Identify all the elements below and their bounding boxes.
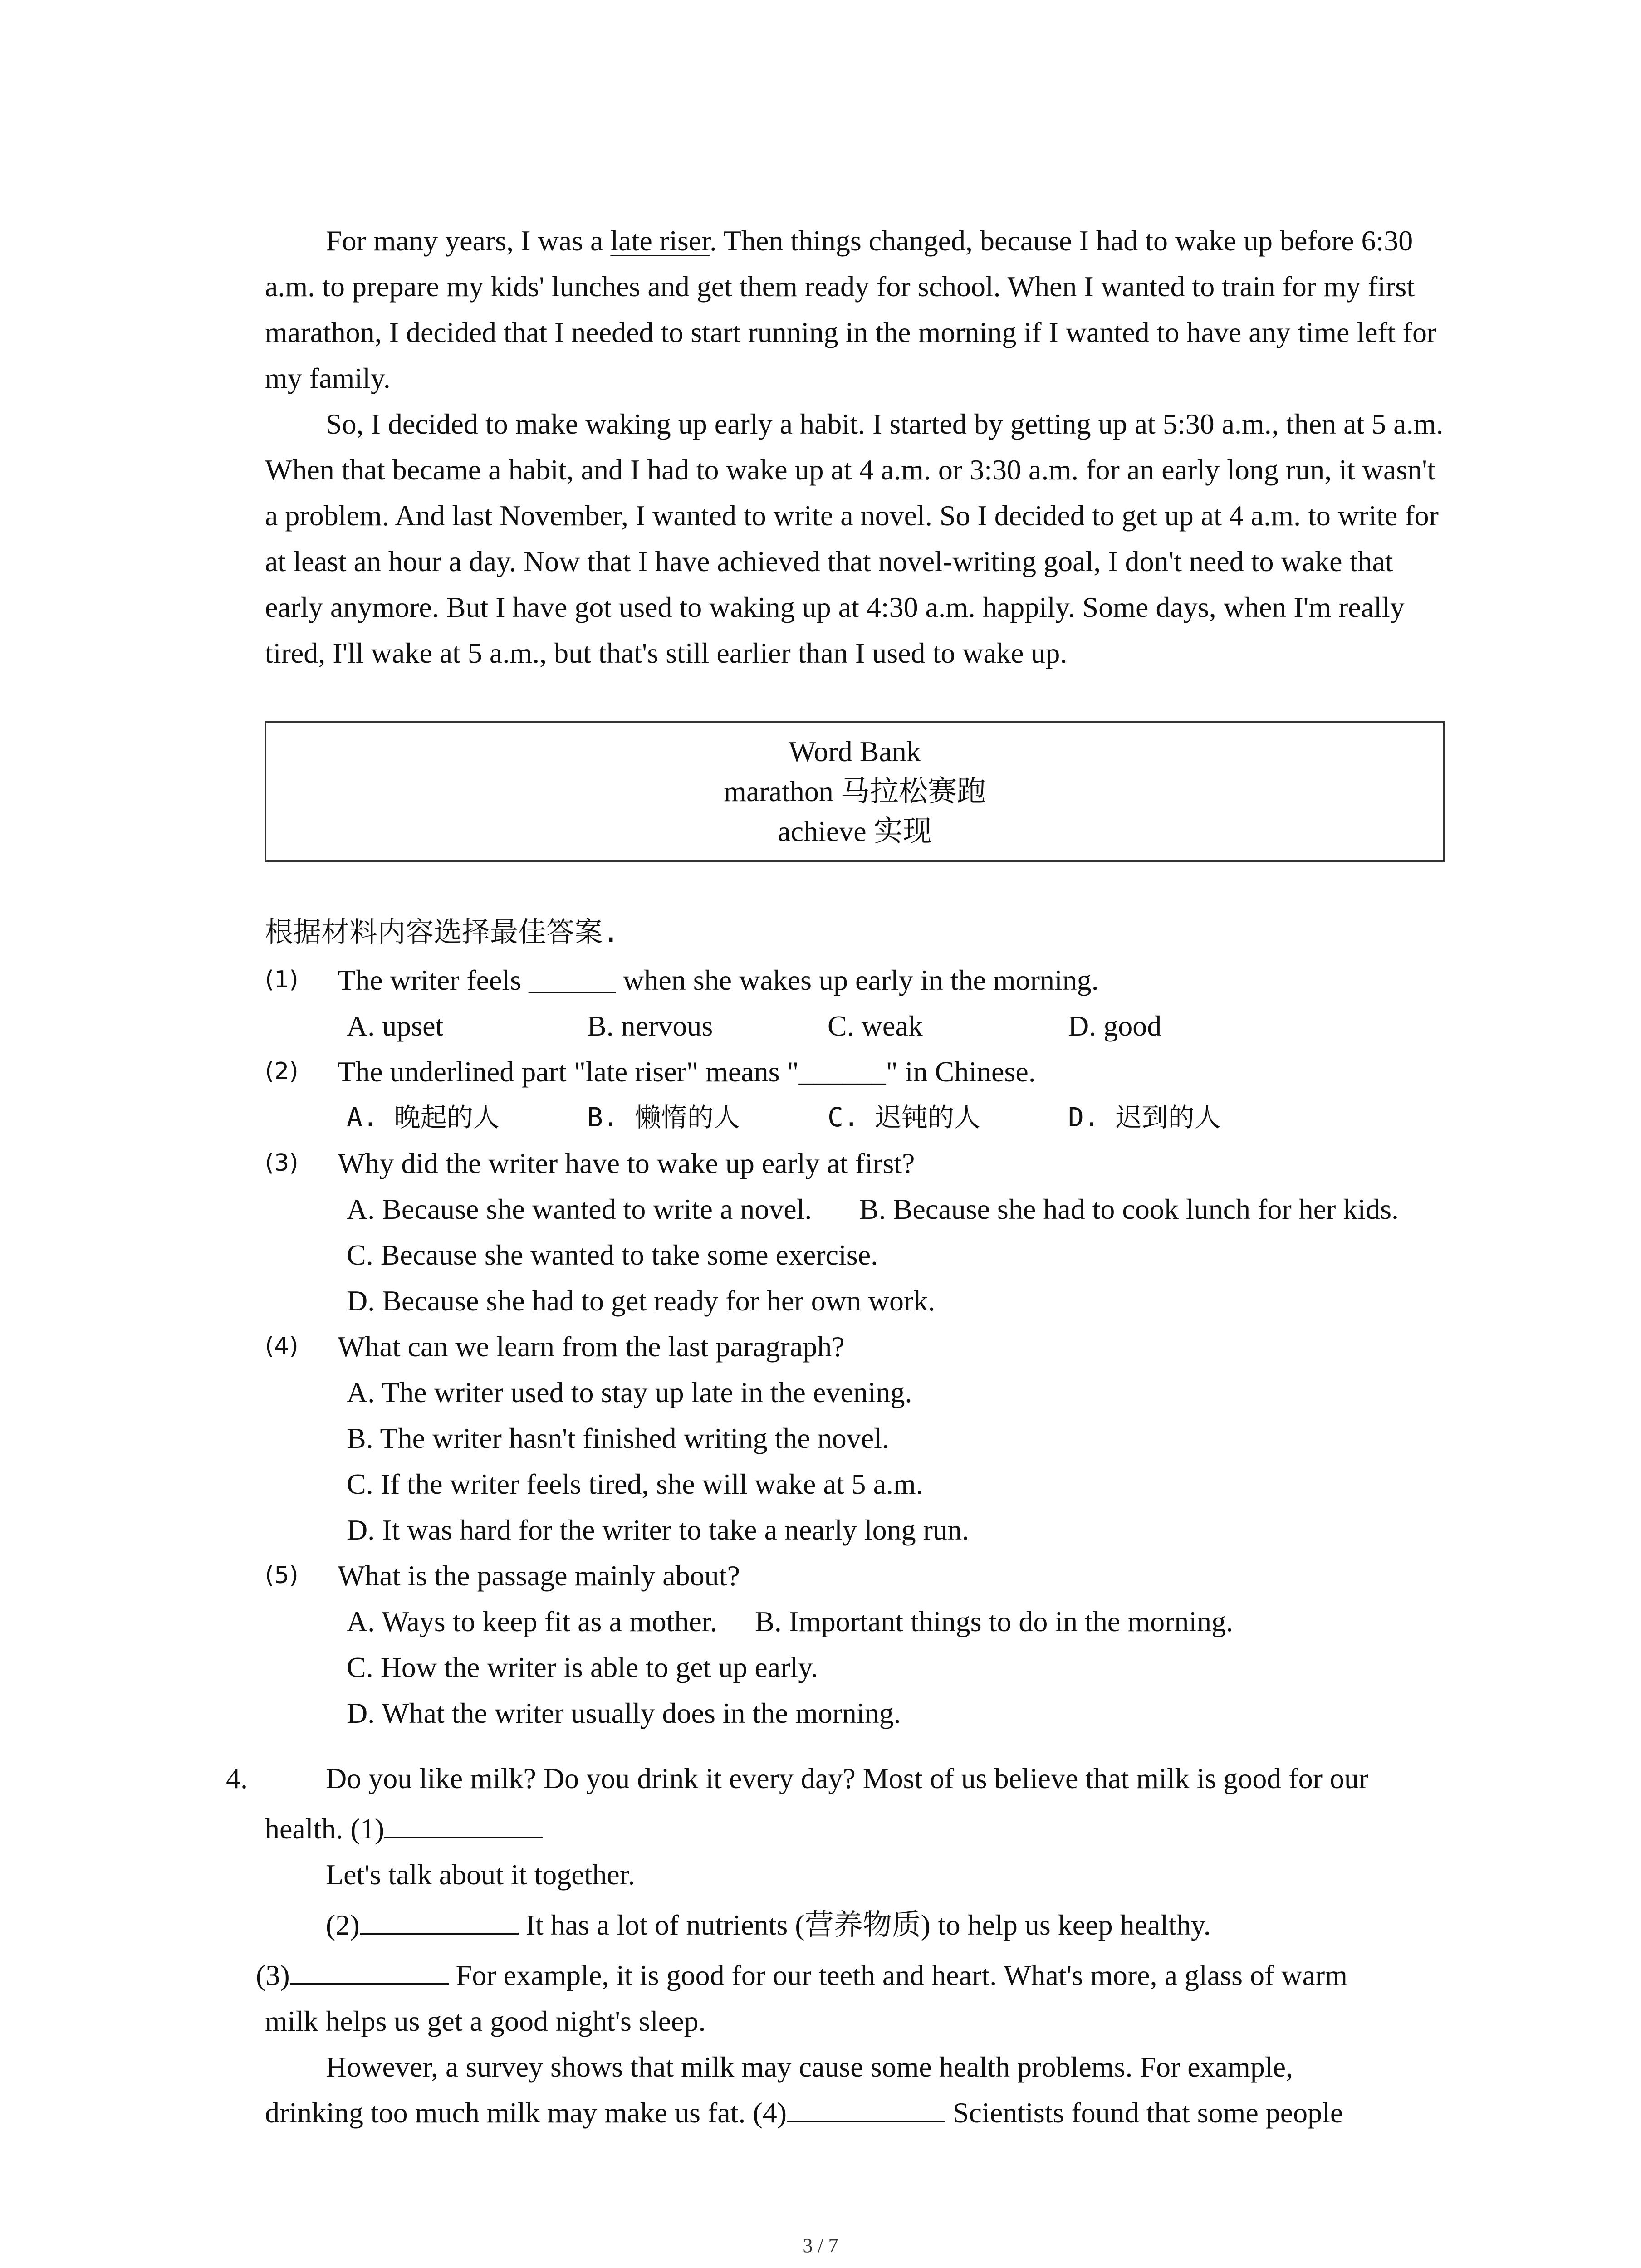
blank-4[interactable] (787, 2092, 945, 2122)
question-2-options (265, 1095, 1490, 1140)
section-4-line (265, 2090, 1490, 2136)
section-4-line: Let's talk about it together. (326, 1858, 635, 1891)
word-bank-entry: marathon 马拉松赛跑 (724, 775, 986, 807)
question-number: (5) (265, 1562, 299, 1589)
blank-3[interactable] (290, 1954, 449, 1985)
passage (265, 218, 1445, 676)
question-4-option-a-row (265, 1369, 1490, 1415)
question-1-stem (265, 957, 1490, 1003)
section-4-text: For example, it is good for our teeth and heart. What's more, a glass of warm (448, 1959, 1347, 1991)
section-4-text: It has a lot of nutrients (营养物质) to help us keep healthy. (518, 1909, 1211, 1941)
question-list (265, 957, 1490, 1736)
option-b[interactable]: B. Important things to do in the morning. (755, 1605, 1234, 1637)
option-c[interactable]: C. 迟钝的人 (828, 1102, 980, 1133)
section-4-line: Do you like milk? Do you drink it every day? Most of us believe that milk is good for our (326, 1762, 1369, 1794)
question-number: (1) (265, 966, 299, 993)
question-3-stem (265, 1140, 1490, 1186)
blank-1[interactable] (384, 1808, 543, 1838)
question-number: (3) (265, 1149, 299, 1177)
question-3-options-row2 (265, 1232, 1490, 1278)
question-4-option-c-row (265, 1461, 1490, 1507)
section-number: 4. (226, 1762, 248, 1794)
question-3-options-row1 (265, 1186, 1490, 1232)
question-4-stem (265, 1324, 1490, 1369)
option-a[interactable]: A. Because she wanted to write a novel. (347, 1193, 812, 1225)
blank-label: (2) (326, 1909, 360, 1941)
option-c[interactable]: C. How the writer is able to get up early. (347, 1651, 818, 1683)
question-4-option-d-row (265, 1507, 1490, 1553)
option-d[interactable]: D. 迟到的人 (1068, 1102, 1221, 1133)
option-b[interactable]: B. Because she had to cook lunch for her kids. (859, 1193, 1399, 1225)
section-4-line (265, 1806, 1490, 1852)
passage-paragraph-1 (265, 218, 1445, 401)
question-text: What can we learn from the last paragraph? (338, 1330, 845, 1363)
blank-label: (3) (256, 1959, 290, 1991)
option-b[interactable]: B. nervous (587, 1010, 713, 1042)
option-c[interactable]: C. weak (828, 1010, 923, 1042)
option-d[interactable]: D. What the writer usually does in the morning. (347, 1697, 901, 1729)
section-4-text: Scientists found that some people (945, 2097, 1343, 2129)
question-text: The underlined part "late riser" means "______" in Chinese. (338, 1056, 1036, 1088)
section-4-line (256, 1952, 1490, 1998)
option-b[interactable]: B. 懒惰的人 (587, 1102, 740, 1133)
question-5-option-c-row (265, 1644, 1490, 1690)
question-number: (2) (265, 1058, 299, 1085)
underlined-late-riser: late riser (610, 225, 710, 257)
option-b[interactable]: B. The writer hasn't finished writing the novel. (347, 1422, 889, 1454)
blank-2[interactable] (360, 1904, 519, 1935)
word-bank-box (265, 721, 1445, 862)
section-4-text: drinking too much milk may make us fat. (4) (265, 2097, 787, 2129)
question-1-options (265, 1003, 1490, 1049)
question-text: What is the passage mainly about? (338, 1559, 740, 1592)
question-5-option-d-row (265, 1690, 1490, 1736)
page-number: 3 / 7 (803, 2234, 838, 2257)
option-c[interactable]: C. Because she wanted to take some exercise. (347, 1239, 878, 1271)
question-number: (4) (265, 1333, 299, 1360)
question-text: Why did the writer have to wake up early at first? (338, 1147, 915, 1179)
instruction: 根据材料内容选择最佳答案. (265, 915, 620, 948)
p1-text-before: For many years, I was a (326, 225, 611, 257)
option-a[interactable]: A. 晚起的人 (347, 1102, 500, 1133)
option-d[interactable]: D. It was hard for the writer to take a nearly long run. (347, 1514, 969, 1546)
section-4-passage (256, 1755, 1490, 2136)
p1-text-after: . Then things changed, because I had to wake up before 6:30 a.m. to prepare my kids' lunches and get them ready for school. When I wanted to train for my first marathon, I decided that I needed to start running in the morning if I wanted to have any time left for my family. (265, 225, 1437, 394)
section-4-line: milk helps us get a good night's sleep. (265, 2005, 706, 2037)
word-bank-title: Word Bank (789, 735, 921, 767)
section-4-line (265, 1902, 1490, 1948)
section-4-line: However, a survey shows that milk may cause some health problems. For example, (326, 2051, 1293, 2083)
question-4-option-b-row (265, 1415, 1490, 1461)
question-text: The writer feels ______ when she wakes up early in the morning. (338, 964, 1099, 996)
option-d[interactable]: D. Because she had to get ready for her own work. (347, 1285, 936, 1317)
question-5-options-row1 (265, 1598, 1490, 1644)
question-2-stem (265, 1049, 1490, 1095)
option-a[interactable]: A. Ways to keep fit as a mother. (347, 1605, 717, 1637)
option-a[interactable]: A. The writer used to stay up late in the evening. (347, 1376, 912, 1408)
passage-paragraph-2: So, I decided to make waking up early a habit. I started by getting up at 5:30 a.m., then at 5 a.m. When that became a habit, and I had to wake up at 4 a.m. or 3:30 a.m. for an early long run, it wasn't a problem. And last November, I wanted to write a novel. So I decided to get up at 4 a.m. to write for at least an hour a day. Now that I have achieved that novel-writing goal, I don't need to wake that early anymore. But I have got used to waking up at 4:30 a.m. happily. Some days, when I'm really tired, I'll wake at 5 a.m., but that's still earlier than I used to wake up. (265, 408, 1444, 669)
option-c[interactable]: C. If the writer feels tired, she will wake at 5 a.m. (347, 1468, 923, 1500)
question-5-stem (265, 1553, 1490, 1598)
question-3-options-row3 (265, 1278, 1490, 1324)
option-a[interactable]: A. upset (347, 1010, 444, 1042)
word-bank-entry: achieve 实现 (778, 815, 932, 847)
option-d[interactable]: D. good (1068, 1010, 1162, 1042)
blank-label: health. (1) (265, 1813, 384, 1845)
